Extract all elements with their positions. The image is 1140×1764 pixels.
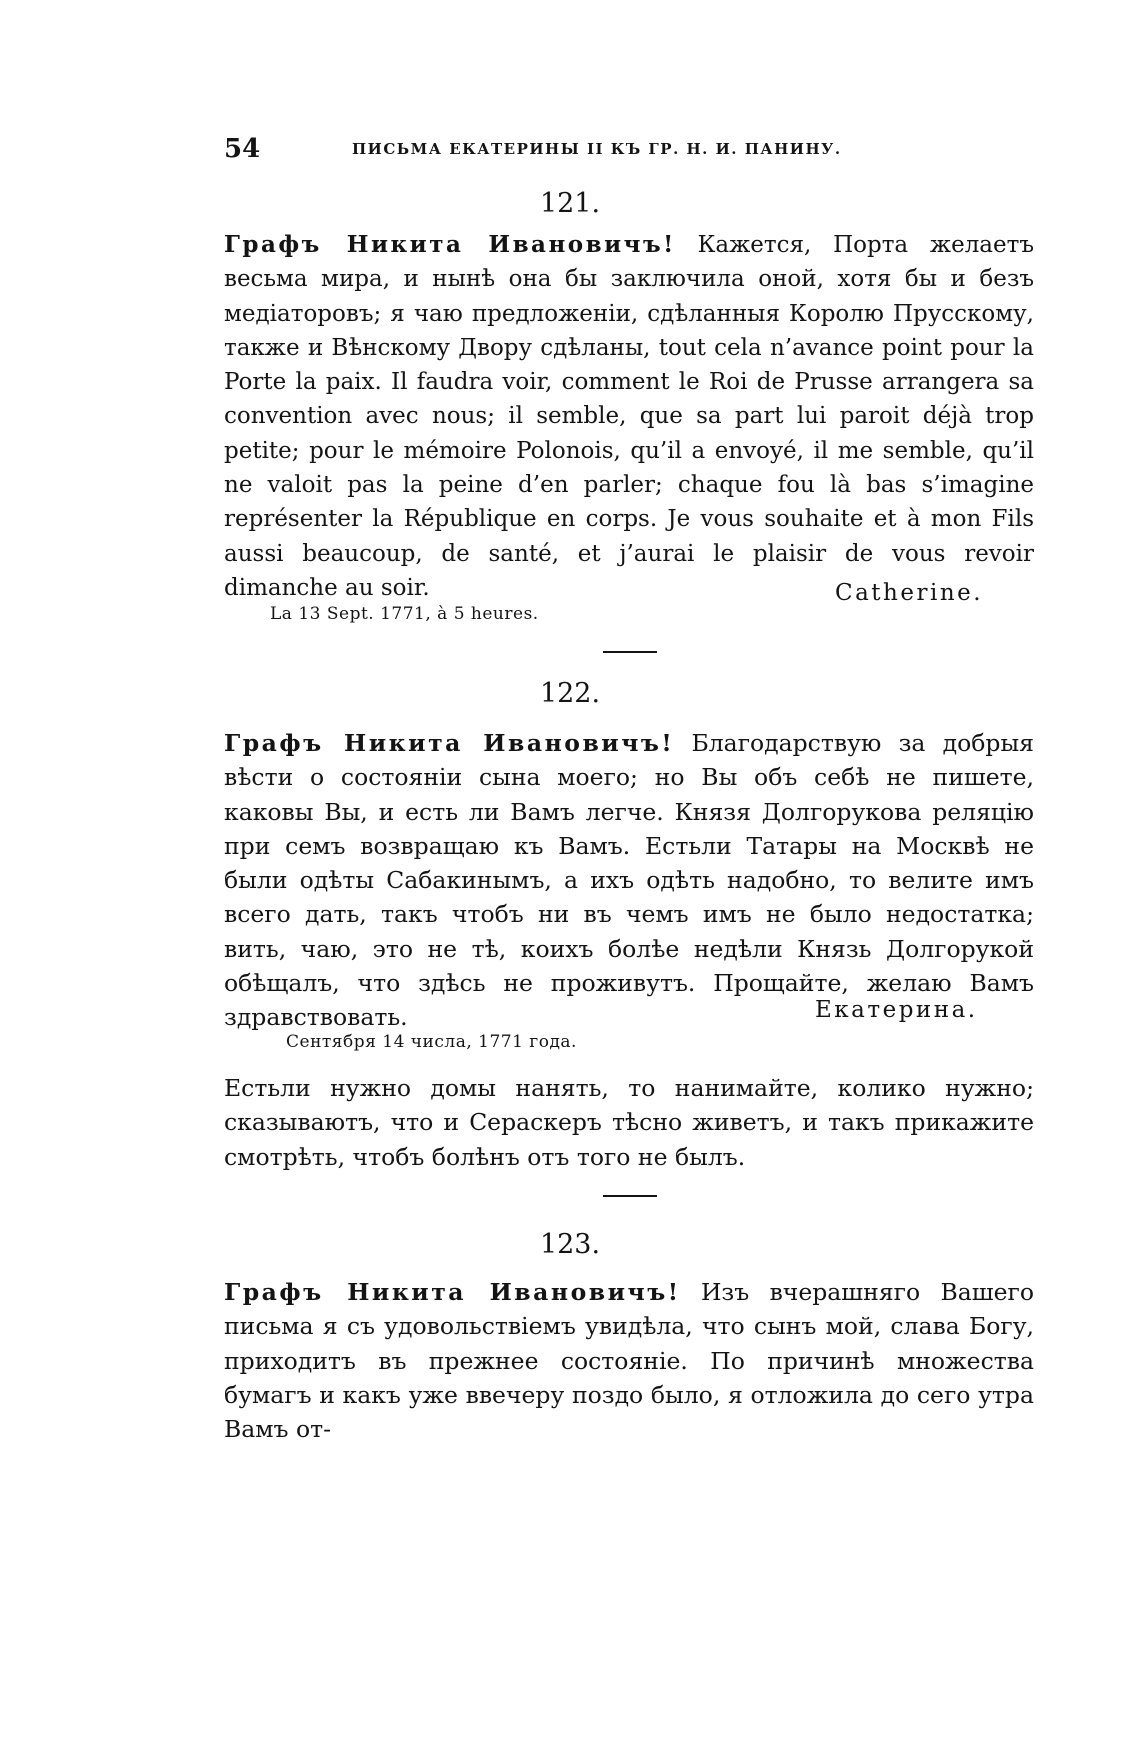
letter-body (224, 1275, 1034, 1446)
letter-number: 121. (539, 188, 601, 219)
letter-date: La 13 Sept. 1771, à 5 heures. (270, 604, 539, 624)
letter-text: Изъ вчерашняго Вашего письма я съ удовольствіемъ увидѣла, что сынъ мой, слава Богу, приходитъ въ прежнее состояніе. По причинѣ множества бумагъ и какъ уже ввечеру поздо было, я отложила до сего утра Вамъ от- (224, 1278, 1034, 1444)
page-number: 54 (224, 134, 261, 164)
letter-signature: Екатерина. (815, 997, 978, 1023)
letter-body (224, 726, 1034, 1035)
letter-salutation: Графъ Никита Ивановичъ! (224, 729, 675, 757)
letter-postscript: Естьли нужно домы нанять, то нанимайте, колико нужно; сказываютъ, что и Сераскеръ тѣсно живетъ, и такъ прикажите смотрѣть, чтобъ болѣнъ отъ того не былъ. (224, 1074, 1034, 1171)
separator-rule (603, 1195, 657, 1197)
running-title: ПИСЬМА ЕКАТЕРИНЫ II КЪ ГР. Н. И. ПАНИНУ. (352, 140, 842, 158)
letter-text: Кажется, Порта желаетъ весьма мира, и нынѣ она бы заключила оной, хотя бы и безъ медіаторовъ; я чаю предложеніи, сдѣланныя Королю Прусскому, также и Вѣнскому Двору сдѣланы, tout cela n’avance point pour la Porte la paix. Il faudra voir, comment le Roi de Prusse arrangera sa convention avec nous; il semble, que sa part lui paroit déjà trop petite; pour le mémoire Polonois, qu’il a envoyé, il me semble, qu’il ne valoit pas la peine d’en parler; chaque fou là bas s’imagine représenter la République en corps. Je vous souhaite et à mon Fils aussi beaucoup, de santé, et j’aurai le plaisir de vous revoir dimanche au soir. (224, 232, 1034, 601)
letter-salutation: Графъ Никита Ивановичъ! (224, 1278, 681, 1306)
letter-body (224, 228, 1034, 605)
letter-signature: Catherine. (835, 580, 984, 606)
letter-number: 123. (539, 1229, 601, 1260)
letter-text: Благодарствую за добрыя вѣсти о состояніи сына моего; но Вы объ себѣ не пишете, каковы Вы, и есть ли Вамъ легче. Князя Долгорукова реляцію при семъ возвращаю къ Вамъ. Естьли Татары на Москвѣ не были одѣты Сабакинымъ, а ихъ одѣть надобно, то велите имъ всего дать, такъ чтобъ ни въ чемъ имъ не было недостатка; вить, чаю, это не тѣ, коихъ болѣе недѣли Князь Долгорукой обѣщалъ, что здѣсь не проживутъ. Прощайте, желаю Вамъ здравствовать. (224, 729, 1034, 1032)
letter-salutation: Графъ Никита Ивановичъ! (224, 231, 676, 258)
letter-number: 122. (539, 678, 601, 709)
running-head (224, 134, 924, 164)
letter-date: Сентября 14 числа, 1771 года. (286, 1032, 577, 1052)
separator-rule (603, 651, 657, 653)
